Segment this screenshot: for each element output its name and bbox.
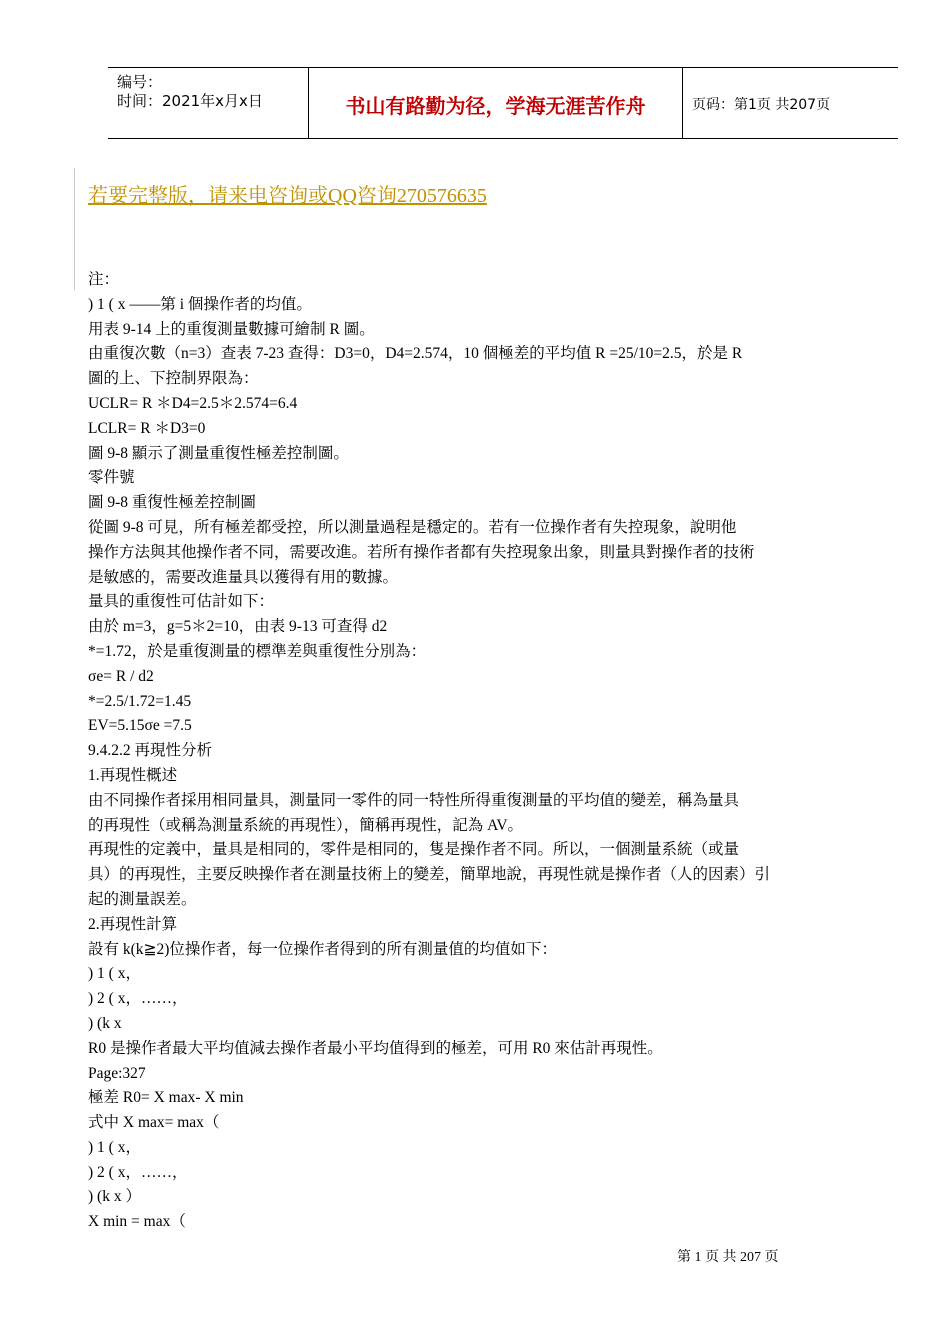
text-line: EV=5.15σe =7.5 [88, 717, 192, 735]
text-line: ) 2 ( x，……， [88, 1163, 188, 1181]
text-line: LCLR= R ＊D3=0 [88, 419, 206, 437]
document-date-label: 时间：2021年x月x日 [117, 92, 263, 110]
text-line: ) (k x ） [88, 1188, 141, 1206]
text-line: 從圖 9-8 可見，所有極差都受控，所以測量過程是穩定的。若有一位操作者有失控現象，說明他 [88, 518, 737, 536]
header-motto-cell [308, 68, 683, 138]
text-line: 極差 R0= X max- X min [88, 1089, 244, 1107]
text-line: 由不同操作者採用相同量具，測量同一零件的同一特性所得重復測量的平均值的變差，稱為量具 [88, 791, 740, 809]
text-line: 2.再現性計算 [88, 915, 178, 933]
text-line: ) 2 ( x，……， [88, 990, 188, 1008]
text-line: 的再現性（或稱為測量系統的再現性），簡稱再現性，記為 AV。 [88, 816, 524, 834]
document-body [88, 268, 848, 1235]
text-line: 量具的重復性可估計如下： [88, 593, 275, 611]
text-line: *=1.72，於是重復測量的標準差與重復性分別為： [88, 642, 427, 660]
text-line: 零件號 [88, 469, 135, 487]
document-number-label: 编号： [117, 73, 163, 91]
text-line: R0 是操作者最大平均值減去操作者最小平均值得到的極差，可用 R0 來估計再現性。 [88, 1039, 663, 1057]
text-line: 式中 X max= max（ [88, 1114, 220, 1132]
header-left-cell [108, 68, 308, 138]
text-line: 注： [88, 271, 120, 288]
text-line: 再現性的定義中，量具是相同的，零件是相同的，隻是操作者不同。所以，一個測量系統（或量 [88, 841, 740, 859]
text-line: 操作方法與其他操作者不同，需要改進。若所有操作者都有失控現象出象，則量具對操作者的技術 [88, 543, 755, 561]
margin-divider [74, 168, 75, 290]
text-line: ) 1 ( x ——第 i 個操作者的均值。 [88, 295, 312, 313]
text-line: 用表 9-14 上的重復測量數據可繪制 R 圖。 [88, 320, 375, 338]
text-line: X min = max（ [88, 1213, 186, 1231]
text-line: 是敏感的，需要改進量具以獲得有用的數據。 [88, 568, 399, 586]
text-line: σe= R / d2 [88, 667, 154, 685]
text-line: *=2.5/1.72=1.45 [88, 692, 192, 710]
text-line: ) (k x [88, 1014, 122, 1032]
text-line: 9.4.2.2 再現性分析 [88, 742, 213, 760]
text-line: 具）的再現性，主要反映操作者在測量技術上的變差，簡單地說，再現性就是操作者（人的因素）引 [88, 866, 771, 884]
text-line: ) 1 ( x， [88, 965, 141, 983]
text-line: ) 1 ( x， [88, 1138, 141, 1156]
text-line: 圖的上、下控制界限為： [88, 370, 259, 388]
header-page-info: 页码：第1页 共207页 [692, 97, 831, 113]
header-page-cell [683, 68, 898, 138]
text-line: 由重復次數（n=3）查表 7-23 查得：D3=0，D4=2.574，10 個極差的平均值 R =25/10=2.5，於是 R [88, 345, 743, 363]
text-line: 圖 9-8 顯示了測量重復性極差控制圖。 [88, 444, 349, 462]
page-footer: 第 1 页 共 207 页 [677, 1250, 779, 1265]
header-motto: 书山有路勤为径，学海无涯苦作舟 [345, 94, 646, 118]
text-line: 圖 9-8 重復性極差控制圖 [88, 494, 256, 512]
text-line: UCLR= R ＊D4=2.5＊2.574=6.4 [88, 394, 298, 412]
text-line: Page:327 [88, 1064, 146, 1082]
text-line: 1.再現性概述 [88, 766, 178, 784]
text-line: 設有 k(k≧2)位操作者，每一位操作者得到的所有測量值的均值如下： [88, 940, 557, 958]
promo-link[interactable]: 若要完整版，请来电咨询或QQ咨询270576635 [88, 185, 487, 207]
text-line: 起的測量誤差。 [88, 890, 197, 908]
text-line: 由於 m=3，g=5＊2=10，由表 9-13 可查得 d2 [88, 618, 388, 636]
document-header [108, 67, 898, 139]
